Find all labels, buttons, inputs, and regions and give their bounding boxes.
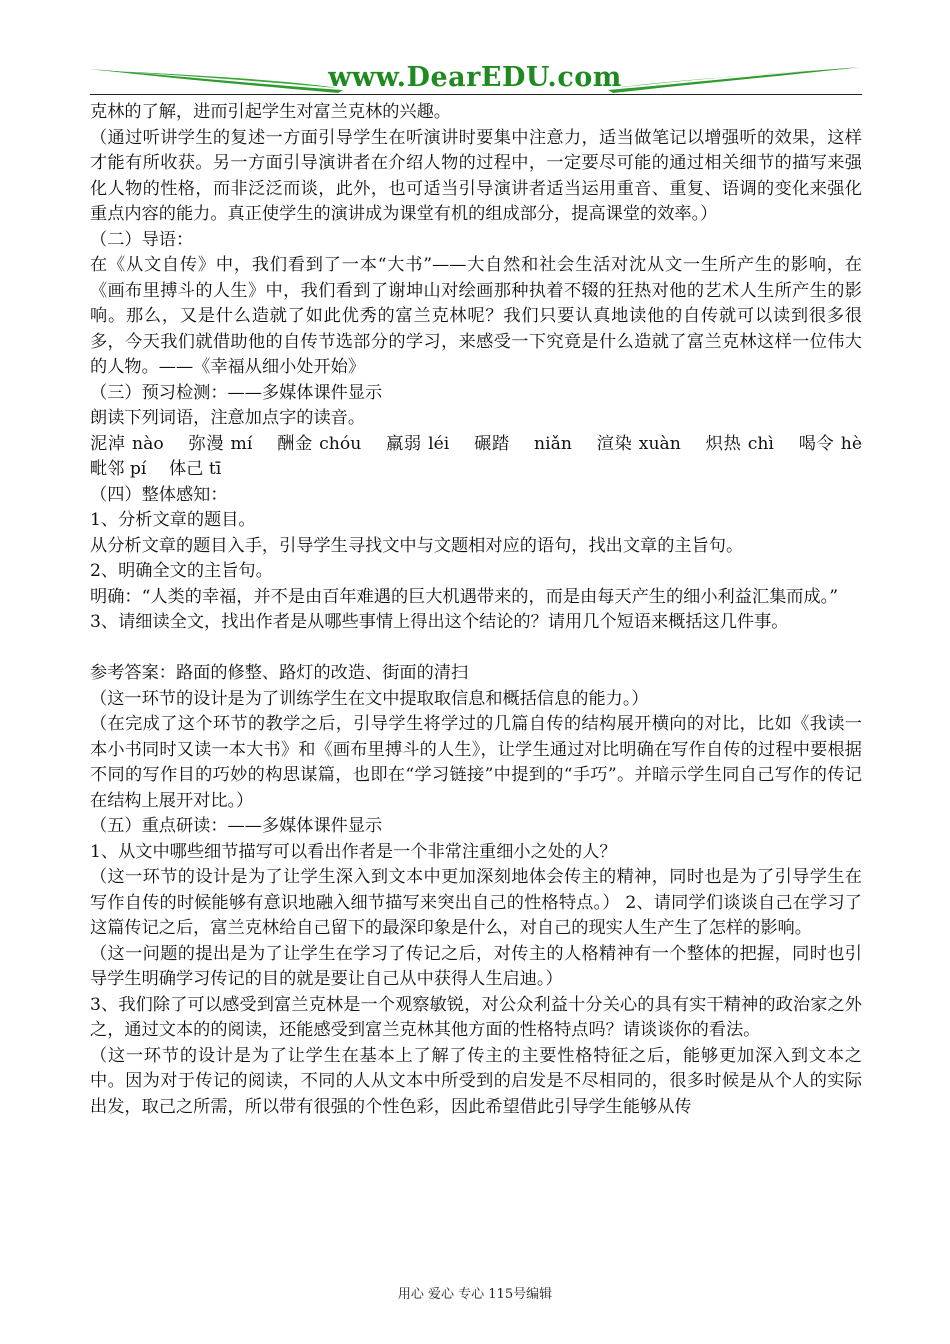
site-header	[88, 60, 862, 96]
paragraph: （通过听讲学生的复述一方面引导学生在听演讲时要集中注意力，适当做笔记以增强听的效果，这样才能有所收获。另一方面引导演讲者在介绍人物的过程中，一定要尽可能的通过相关细节的描写来强化人物的性格，而非泛泛而谈，此外，也可适当引导演讲者适当运用重音、重复、语调的变化来强化重点内容的能力。真正使学生的演讲成为课堂有机的组成部分，提高课堂的效率。）	[90, 127, 862, 224]
paragraph: 3、我们除了可以感受到富兰克林是一个观察敏锐，对公众利益十分关心的具有实干精神的政治家之外之，通过文本的的阅读，还能感受到富兰克林其他方面的性格特点吗？请谈谈你的看法。	[90, 994, 862, 1040]
document-body	[90, 100, 885, 1120]
section-heading: （五）重点研读：——多媒体课件显示	[90, 816, 383, 836]
paragraph: （这一环节的设计是为了让学生在基本上了解了传主的主要性格特征之后，能够更加深入到文本之中。因为对于传记的阅读，不同的人从文本中所受到的启发是不尽相同的，很多时候是从个人的实际出发，取己之所需，所以带有很强的个性色彩，因此希望借此引导学生能够从传	[90, 1045, 862, 1117]
header-divider	[90, 94, 862, 95]
section-heading: （二）导语：	[90, 229, 194, 250]
paragraph: 参考答案：路面的修整、路灯的改造、街面的清扫	[90, 663, 469, 683]
paragraph: 从分析文章的题目入手，引导学生寻找文中与文题相对应的语句，找出文章的主旨句。	[90, 535, 744, 556]
section-heading: （三）预习检测：——多媒体课件显示	[90, 382, 383, 403]
paragraph: 1、分析文章的题目。	[90, 510, 256, 530]
paragraph: 2、明确全文的主旨句。	[90, 561, 273, 581]
paragraph: （在完成了这个环节的教学之后，引导学生将学过的几篇自传的结构展开横向的对比，比如《我读一本小书同时又读一本大书》和《画布里搏斗的人生》，让学生通过对比明确在写作自传的过程中要根据不同的写作目的巧妙的构思谋篇，也即在“学习链接”中提到的“手巧”。并暗示学生同自己写作的传记在结构上展开对比。）	[90, 714, 862, 811]
paragraph: 1、从文中哪些细节描写可以看出作者是一个非常注重细小之处的人？	[90, 841, 617, 862]
site-logo-text: www.DearEDU.com	[328, 62, 622, 93]
section-heading: （四）整体感知：	[90, 484, 228, 505]
blank-line	[90, 636, 862, 662]
paragraph: 3、请细读全文，找出作者是从哪些事情上得出这个结论的？请用几个短语来概括这几件事。	[90, 612, 789, 632]
page-footer: 用心 爱心 专心 115号编辑	[397, 1287, 553, 1302]
paragraph: 朗读下列词语，注意加点字的读音。	[90, 408, 366, 428]
paragraph: （这一环节的设计是为了训练学生在文中提取取信息和概括信息的能力。）	[90, 688, 649, 709]
paragraph: （这一问题的提出是为了让学生在学习了传记之后，对传主的人格精神有一个整体的把握，同时也引导学生明确学习传记的目的就是要让自己从中获得人生启迪。）	[90, 943, 862, 989]
paragraph: 在《从文自传》中，我们看到了一本“大书”——大自然和社会生活对沈从文一生所产生的影响，在《画布里搏斗的人生》中，我们看到了谢坤山对绘画那种执着不辍的狂热对他的艺术人生所产生的影响。那么，又是什么造就了如此优秀的富兰克林呢？我们只要认真地读他的自传就可以读到很多很多，今天我们就借助他的自传节选部分的学习，来感受一下究竟是什么造就了富兰克林这样一位伟大的人物。——《幸福从细小处开始》	[90, 255, 862, 377]
paragraph: 克林的了解，进而引起学生对富兰克林的兴趣。	[90, 102, 451, 122]
paragraph: （这一环节的设计是为了让学生深入到文本中更加深刻地体会传主的精神，同时也是为了引导学生在写作自传的时候能够有意识地融入细节描写来突出自己的性格特点。） 2、请同学们谈谈自己在学习了这篇传记之后，富兰克林给自己留下的最深印象是什么，对自己的现实人生产生了怎样的影响。	[90, 867, 862, 938]
pinyin-word-list: 泥淖 nào 弥漫 mí 酬金 chóu 羸弱 léi 碾踏 niǎn 渲染 xuàn 炽热 chì 喝令 hè 毗邻 pí 体己 tī	[90, 433, 885, 479]
paragraph: 明确：“人类的幸福，并不是由百年难遇的巨大机遇带来的，而是由每天产生的细小利益汇集而成。”	[90, 586, 839, 607]
